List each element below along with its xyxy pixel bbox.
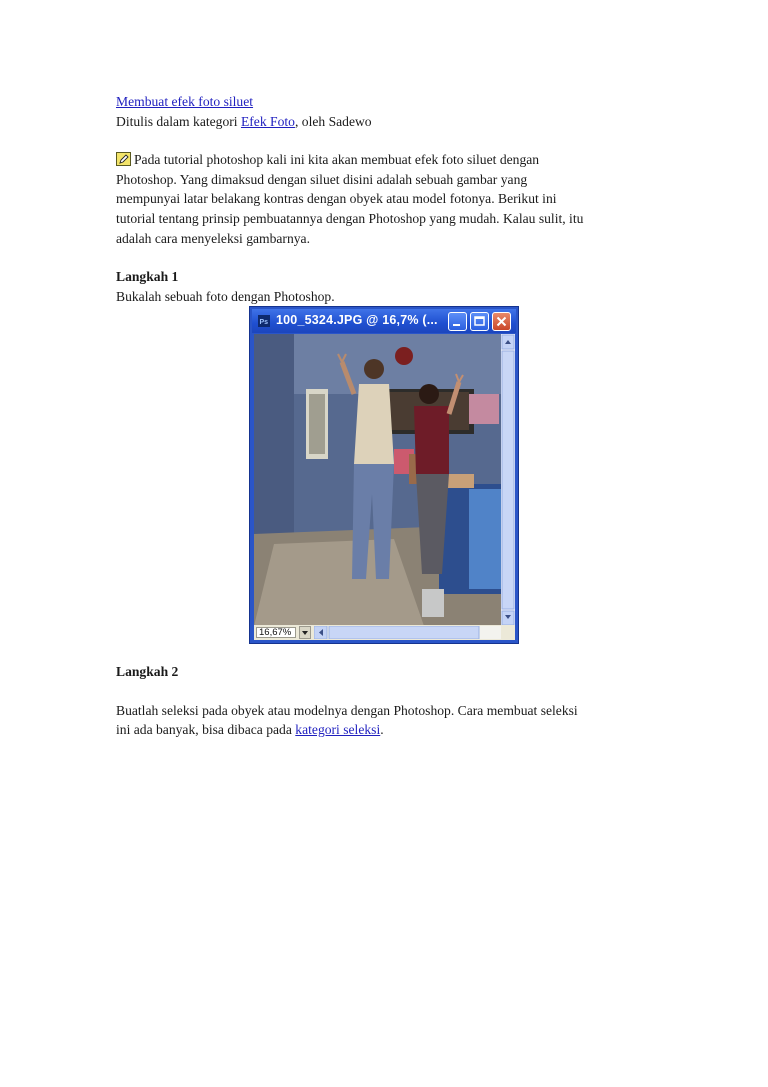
step2-heading: Langkah 2 — [116, 664, 179, 679]
byline-prefix: Ditulis dalam kategori — [116, 113, 241, 129]
photoshop-logo-icon — [258, 315, 270, 327]
photo-image — [254, 334, 503, 626]
status-bar — [254, 625, 515, 640]
selection-category-link[interactable]: kategori seleksi — [295, 722, 381, 738]
step2-line-2-suffix: . — [380, 722, 384, 738]
byline — [116, 112, 656, 132]
intro-line-4: tutorial tentang prinsip pembuatannya dengan Photoshop yang mudah. Kalau sulit, itu — [116, 210, 584, 226]
status-menu-arrow-icon[interactable] — [299, 626, 311, 639]
horizontal-scrollbar[interactable] — [314, 626, 501, 639]
maximize-icon — [471, 313, 488, 330]
minimize-button[interactable] — [448, 312, 467, 331]
byline-suffix: , oleh Sadewo — [294, 113, 372, 129]
horizontal-scrollbar-graphic — [314, 626, 501, 639]
article-title-link[interactable]: Membuat efek foto siluet — [116, 94, 254, 109]
intro-line-2: Photoshop. Yang dimaksud dengan siluet disini adalah sebuah gambar yang — [116, 171, 528, 187]
step2-line-1: Buatlah seleksi pada obyek atau modelnya dengan Photoshop. Cara membuat seleksi — [116, 702, 578, 718]
step1-heading: Langkah 1 — [116, 269, 179, 285]
svg-text:Ps: Ps — [259, 319, 269, 326]
intro-paragraph — [116, 150, 656, 248]
step2-line-2 — [116, 720, 656, 740]
vertical-scrollbar-graphic — [501, 334, 515, 626]
vertical-scrollbar[interactable] — [501, 334, 515, 626]
close-icon — [493, 313, 510, 330]
article — [116, 92, 656, 306]
intro-line-3: mempunyai latar belakang kontras dengan obyek atau model fotonya. Berikut ini — [116, 191, 557, 207]
window-titlebar[interactable] — [252, 309, 516, 333]
close-button[interactable] — [492, 312, 511, 331]
step2-line-2-prefix: ini ada banyak, bisa dibaca pada — [116, 722, 296, 738]
window-title: 100_5324.JPG @ 16,7% (... — [276, 313, 438, 327]
intro-line-1: Pada tutorial photoshop kali ini kita akan membuat efek foto siluet dengan — [134, 152, 540, 168]
maximize-button[interactable] — [470, 312, 489, 331]
step1-text: Bukalah sebuah foto dengan Photoshop. — [116, 288, 335, 304]
category-link[interactable]: Efek Foto — [240, 113, 295, 129]
intro-line-5: adalah cara menyeleksi gambarnya. — [116, 230, 310, 246]
edit-pencil-icon — [116, 152, 131, 166]
photoshop-document-window — [249, 306, 519, 644]
minimize-icon — [449, 313, 466, 330]
zoom-field[interactable]: 16,67% — [256, 627, 296, 638]
step2-section — [116, 662, 656, 740]
photo-canvas[interactable] — [254, 334, 503, 626]
